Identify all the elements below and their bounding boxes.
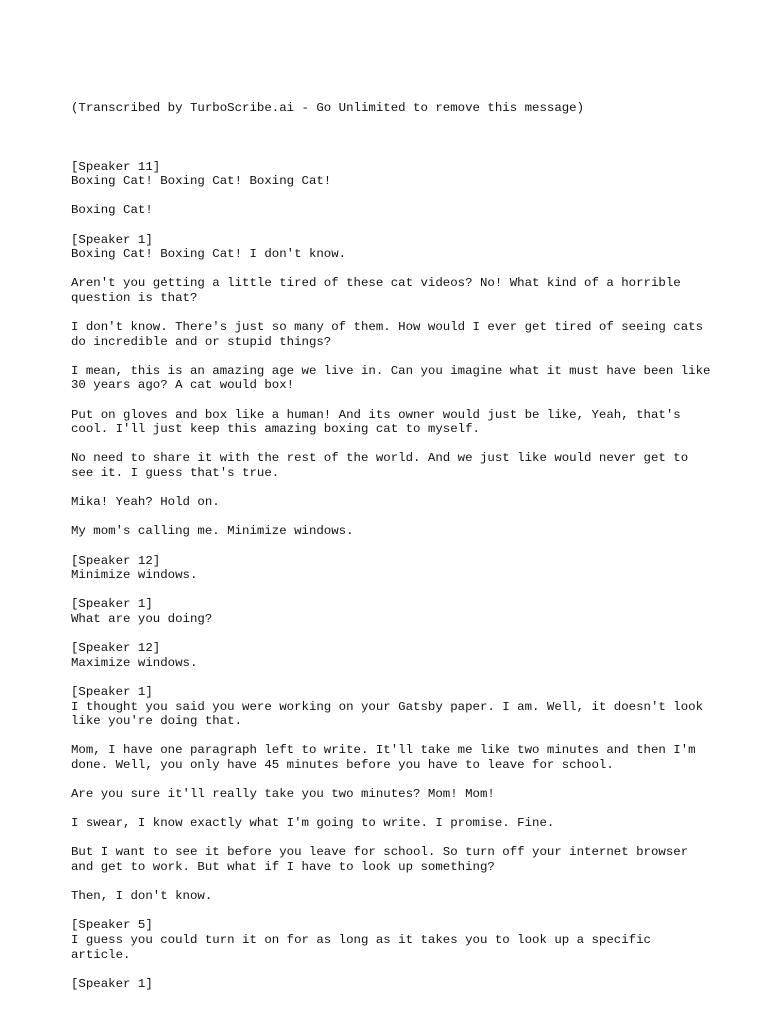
transcript-block bbox=[71, 889, 711, 904]
transcript-paragraph: Mika! Yeah? Hold on. bbox=[71, 495, 220, 510]
transcript-paragraph: Are you sure it'll really take you two minutes? Mom! Mom! bbox=[71, 787, 495, 802]
transcript-header bbox=[71, 72, 711, 145]
transcript-block bbox=[71, 977, 711, 992]
transcript-paragraph: Boxing Cat! bbox=[71, 203, 153, 218]
transcript-paragraph: Mom, I have one paragraph left to write. It'll take me like two minutes and then I'm done. Well, you only have 45 minutes before you have to leave for school. bbox=[71, 743, 704, 772]
transcript-paragraph: What are you doing? bbox=[71, 611, 213, 626]
transcript-paragraph: Then, I don't know. bbox=[71, 889, 213, 904]
speaker-label: [Speaker 12] bbox=[71, 641, 161, 656]
transcript-block bbox=[71, 641, 711, 670]
transcript-paragraph: I mean, this is an amazing age we live in. Can you imagine what it must have been like 30 years ago? A cat would box! bbox=[71, 363, 718, 393]
transcript-paragraph: Minimize windows. bbox=[71, 568, 198, 583]
transcript-block bbox=[71, 918, 711, 962]
transcript-block bbox=[71, 787, 711, 802]
transcript-block bbox=[71, 160, 711, 189]
transcript-block bbox=[71, 554, 711, 583]
transcript-paragraph: Boxing Cat! Boxing Cat! Boxing Cat! bbox=[71, 174, 332, 189]
speaker-label: [Speaker 5] bbox=[71, 918, 153, 933]
transcript-block bbox=[71, 845, 711, 874]
transcript-paragraph: Put on gloves and box like a human! And its owner would just be like, Yeah, that's cool. I'll just keep this amazing boxing cat to myself. bbox=[71, 407, 689, 437]
transcript-block bbox=[71, 524, 711, 539]
speaker-label: [Speaker 11] bbox=[71, 159, 161, 174]
transcript-block bbox=[71, 743, 711, 772]
header-text: (Transcribed by TurboScribe.ai - Go Unlimited to remove this message) bbox=[71, 101, 585, 116]
speaker-label: [Speaker 1] bbox=[71, 597, 153, 612]
transcript-paragraph: Boxing Cat! Boxing Cat! I don't know. bbox=[71, 247, 347, 262]
transcript-block bbox=[71, 276, 711, 305]
speaker-label: [Speaker 1] bbox=[71, 976, 153, 991]
transcript-page bbox=[71, 72, 718, 1006]
transcript-block bbox=[71, 320, 711, 349]
transcript-block bbox=[71, 495, 711, 510]
transcript-paragraph: Aren't you getting a little tired of these cat videos? No! What kind of a horrible question is that? bbox=[71, 276, 689, 305]
transcript-block bbox=[71, 685, 711, 729]
transcript-body bbox=[71, 159, 718, 992]
transcript-paragraph: Maximize windows. bbox=[71, 655, 198, 670]
speaker-label: [Speaker 1] bbox=[71, 232, 153, 247]
transcript-block bbox=[71, 451, 711, 480]
transcript-paragraph: But I want to see it before you leave for school. So turn off your internet browser and get to work. But what if I have to look up something? bbox=[71, 845, 696, 875]
transcript-block bbox=[71, 408, 711, 437]
speaker-label: [Speaker 1] bbox=[71, 684, 153, 699]
transcript-block bbox=[71, 233, 711, 262]
transcript-block bbox=[71, 597, 711, 626]
transcript-block bbox=[71, 363, 718, 393]
transcript-paragraph: I swear, I know exactly what I'm going to write. I promise. Fine. bbox=[71, 816, 555, 831]
speaker-label: [Speaker 12] bbox=[71, 553, 161, 568]
transcript-block bbox=[71, 203, 711, 218]
transcript-paragraph: My mom's calling me. Minimize windows. bbox=[71, 524, 354, 539]
transcript-paragraph: No need to share it with the rest of the world. And we just like would never get to see it. I guess that's true. bbox=[71, 451, 696, 481]
transcript-paragraph: I don't know. There's just so many of them. How would I ever get tired of seeing cats do incredible and or stupid things? bbox=[71, 320, 711, 349]
transcript-block bbox=[71, 816, 711, 831]
transcript-paragraph: I thought you said you were working on your Gatsby paper. I am. Well, it doesn't look like you're doing that. bbox=[71, 699, 711, 729]
transcript-paragraph: I guess you could turn it on for as long as it takes you to look up a specific article. bbox=[71, 933, 659, 962]
